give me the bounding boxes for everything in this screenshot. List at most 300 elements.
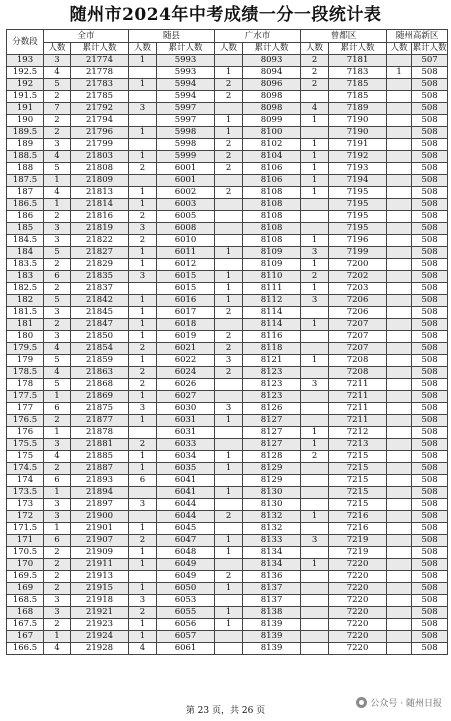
hightech-cumulative-cell: 508: [412, 271, 448, 283]
zengdu-count-cell: [301, 547, 329, 559]
suixian-cumulative-cell: 6022: [157, 355, 215, 367]
zengdu-count-cell: 1: [301, 115, 329, 127]
group-header-zengdu: 曾都区: [301, 30, 387, 43]
hightech-cumulative-cell: 508: [412, 163, 448, 175]
suixian-count-cell: 1: [129, 451, 157, 463]
hightech-count-cell: [387, 523, 412, 535]
suixian-cumulative-cell: 6016: [157, 295, 215, 307]
document-title: 随州市2024年中考成绩一分一段统计表: [69, 5, 382, 25]
guangshui-cumulative-cell: 8096: [243, 79, 301, 91]
city-count-cell: 5: [44, 163, 71, 175]
zengdu-count-cell: [301, 607, 329, 619]
score-cell: 183: [7, 271, 44, 283]
guangshui-cumulative-cell: 8127: [243, 427, 301, 439]
zengdu-count-cell: [301, 331, 329, 343]
zengdu-count-cell: 3: [301, 295, 329, 307]
city-count-cell: 3: [44, 235, 71, 247]
suixian-count-cell: 1: [129, 307, 157, 319]
guangshui-count-cell: 1: [215, 271, 243, 283]
city-count-cell: 7: [44, 103, 71, 115]
suixian-cumulative-cell: 6035: [157, 463, 215, 475]
zengdu-cumulative-cell: 7196: [329, 235, 387, 247]
guangshui-count-cell: 1: [215, 463, 243, 475]
hightech-cumulative-cell: 508: [412, 619, 448, 631]
city-cumulative-cell: 21881: [71, 439, 129, 451]
guangshui-cumulative-cell: 8126: [243, 403, 301, 415]
zengdu-cumulative-cell: 7220: [329, 607, 387, 619]
suixian-cumulative-cell: 6050: [157, 583, 215, 595]
city-count-cell: 3: [44, 307, 71, 319]
suixian-count-cell: [129, 571, 157, 583]
table-row: [7, 139, 448, 151]
zengdu-cumulative-cell: 7189: [329, 103, 387, 115]
zengdu-count-cell: [301, 343, 329, 355]
hightech-cumulative-cell: 508: [412, 583, 448, 595]
suixian-cumulative-cell: 6002: [157, 187, 215, 199]
zengdu-count-cell: 1: [301, 139, 329, 151]
table-row: [7, 643, 448, 655]
score-cell: 176: [7, 427, 44, 439]
table-row: [7, 175, 448, 187]
zengdu-count-cell: [301, 571, 329, 583]
hightech-count-cell: [387, 439, 412, 451]
score-column-header: 分数段: [7, 30, 44, 55]
hightech-cumulative-cell: 508: [412, 415, 448, 427]
hightech-count-cell: [387, 391, 412, 403]
suixian-count-cell: 1: [129, 355, 157, 367]
hightech-cumulative-cell: 508: [412, 211, 448, 223]
zengdu-cumulative-cell: 7195: [329, 187, 387, 199]
hightech-cumulative-cell: 508: [412, 127, 448, 139]
score-cell: 183.5: [7, 259, 44, 271]
city-cumulative-cell: 21921: [71, 607, 129, 619]
suixian-count-cell: 1: [129, 619, 157, 631]
city-cumulative-cell: 21796: [71, 127, 129, 139]
suixian-count-cell: 2: [129, 163, 157, 175]
table-row: [7, 607, 448, 619]
guangshui-count-cell: 1: [215, 451, 243, 463]
guangshui-count-cell: [215, 223, 243, 235]
score-cell: 168.5: [7, 595, 44, 607]
score-cell: 182.5: [7, 283, 44, 295]
score-cell: 173: [7, 499, 44, 511]
suixian-count-cell: 1: [129, 463, 157, 475]
city-count-cell: 2: [44, 571, 71, 583]
city-cumulative-cell: 21923: [71, 619, 129, 631]
suixian-cumulative-cell: 5994: [157, 79, 215, 91]
zengdu-cumulative-cell: 7191: [329, 139, 387, 151]
hightech-count-cell: [387, 235, 412, 247]
zengdu-cumulative-cell: 7215: [329, 475, 387, 487]
suixian-cumulative-cell: 6031: [157, 415, 215, 427]
zengdu-count-cell: 3: [301, 535, 329, 547]
table-row: [7, 619, 448, 631]
guangshui-cumulative-cell: 8116: [243, 331, 301, 343]
zengdu-cumulative-cell: 7195: [329, 199, 387, 211]
hightech-count-cell: [387, 295, 412, 307]
suixian-count-cell: 3: [129, 103, 157, 115]
hightech-cumulative-cell: 508: [412, 427, 448, 439]
hightech-cumulative-cell: 508: [412, 67, 448, 79]
city-count-cell: 2: [44, 127, 71, 139]
table-row: [7, 367, 448, 379]
suixian-count-cell: [129, 67, 157, 79]
table-row: [7, 499, 448, 511]
city-count-cell: 1: [44, 631, 71, 643]
guangshui-cumulative-cell: 8109: [243, 247, 301, 259]
hightech-cumulative-cell: 508: [412, 139, 448, 151]
guangshui-count-cell: 2: [215, 571, 243, 583]
city-count-cell: 2: [44, 91, 71, 103]
guangshui-count-cell: [215, 199, 243, 211]
table-row: [7, 223, 448, 235]
city-count-cell: 2: [44, 583, 71, 595]
score-cell: 190: [7, 115, 44, 127]
guangshui-cumulative-cell: 8132: [243, 511, 301, 523]
score-cell: 175: [7, 451, 44, 463]
city-cumulative-cell: 21875: [71, 403, 129, 415]
city-count-cell: 3: [44, 331, 71, 343]
zengdu-cumulative-cell: 7203: [329, 283, 387, 295]
guangshui-cumulative-cell: 8104: [243, 151, 301, 163]
zengdu-count-cell: 2: [301, 79, 329, 91]
city-count-cell: 3: [44, 55, 71, 67]
city-cumulative-cell: 21907: [71, 535, 129, 547]
city-cumulative-cell: 21774: [71, 55, 129, 67]
suixian-cumulative-cell: 6005: [157, 211, 215, 223]
score-cell: 185: [7, 223, 44, 235]
zengdu-cumulative-cell: 7195: [329, 211, 387, 223]
city-count-cell: 4: [44, 367, 71, 379]
table-row: [7, 331, 448, 343]
zengdu-count-cell: 1: [301, 559, 329, 571]
table-row: [7, 247, 448, 259]
zengdu-cumulative-cell: 7216: [329, 523, 387, 535]
suixian-cumulative-cell: 6044: [157, 499, 215, 511]
zengdu-count-cell: 1: [301, 427, 329, 439]
hightech-count-cell: [387, 115, 412, 127]
score-cell: 173.5: [7, 487, 44, 499]
score-cell: 171.5: [7, 523, 44, 535]
score-cell: 169: [7, 583, 44, 595]
hightech-cumulative-cell: 508: [412, 475, 448, 487]
city-cumulative-cell: 21794: [71, 115, 129, 127]
city-cumulative-cell: 21928: [71, 643, 129, 655]
score-cell: 178: [7, 379, 44, 391]
zengdu-count-cell: [301, 619, 329, 631]
city-cumulative-cell: 21869: [71, 391, 129, 403]
city-count-cell: 1: [44, 427, 71, 439]
zengdu-count-cell: [301, 583, 329, 595]
zengdu-count-cell: 1: [301, 187, 329, 199]
city-count-cell: 2: [44, 211, 71, 223]
hightech-cumulative-cell: 508: [412, 379, 448, 391]
table-row: [7, 187, 448, 199]
city-count-cell: 2: [44, 283, 71, 295]
suixian-count-cell: 2: [129, 607, 157, 619]
zengdu-count-cell: 1: [301, 511, 329, 523]
group-header-suixian: 随县: [129, 30, 215, 43]
suixian-count-cell: [129, 175, 157, 187]
hightech-count-cell: [387, 223, 412, 235]
suixian-cumulative-cell: 5998: [157, 139, 215, 151]
hightech-cumulative-cell: 508: [412, 547, 448, 559]
zengdu-count-cell: 1: [301, 355, 329, 367]
suixian-count-cell: [129, 427, 157, 439]
suixian-cumulative-cell: 6019: [157, 331, 215, 343]
city-cumulative-cell: 21854: [71, 343, 129, 355]
suixian-count-cell: 2: [129, 535, 157, 547]
city-cumulative-cell: 21877: [71, 415, 129, 427]
city-count-cell: 1: [44, 199, 71, 211]
subheader-count: 人数: [44, 43, 71, 55]
score-cell: 181: [7, 319, 44, 331]
table-row: [7, 259, 448, 271]
guangshui-count-cell: 2: [215, 187, 243, 199]
zengdu-count-cell: [301, 367, 329, 379]
zengdu-cumulative-cell: 7220: [329, 631, 387, 643]
suixian-count-cell: 1: [129, 55, 157, 67]
hightech-count-cell: [387, 511, 412, 523]
subheader-cumulative: 累计人数: [71, 43, 129, 55]
city-count-cell: 2: [44, 463, 71, 475]
header-row-groups: [7, 30, 448, 43]
score-cell: 188: [7, 163, 44, 175]
guangshui-count-cell: [215, 523, 243, 535]
hightech-count-cell: [387, 427, 412, 439]
zengdu-count-cell: 1: [301, 151, 329, 163]
city-cumulative-cell: 21803: [71, 151, 129, 163]
zengdu-count-cell: [301, 127, 329, 139]
suixian-count-cell: 2: [129, 439, 157, 451]
zengdu-count-cell: [301, 487, 329, 499]
zengdu-count-cell: 1: [301, 283, 329, 295]
guangshui-count-cell: 2: [215, 343, 243, 355]
guangshui-cumulative-cell: 8139: [243, 619, 301, 631]
zengdu-cumulative-cell: 7220: [329, 583, 387, 595]
zengdu-count-cell: [301, 463, 329, 475]
zengdu-cumulative-cell: 7220: [329, 619, 387, 631]
hightech-count-cell: [387, 607, 412, 619]
suixian-cumulative-cell: 6061: [157, 643, 215, 655]
score-cell: 186: [7, 211, 44, 223]
suixian-cumulative-cell: 6044: [157, 511, 215, 523]
zengdu-cumulative-cell: 7219: [329, 547, 387, 559]
city-count-cell: 2: [44, 415, 71, 427]
city-cumulative-cell: 21792: [71, 103, 129, 115]
score-cell: 176.5: [7, 415, 44, 427]
table-row: [7, 511, 448, 523]
hightech-cumulative-cell: 508: [412, 463, 448, 475]
suixian-cumulative-cell: 6048: [157, 547, 215, 559]
guangshui-cumulative-cell: 8130: [243, 499, 301, 511]
hightech-count-cell: [387, 127, 412, 139]
hightech-count-cell: [387, 259, 412, 271]
hightech-count-cell: [387, 151, 412, 163]
watermark-text: 公众号 · 随州日报: [370, 699, 442, 709]
hightech-cumulative-cell: 508: [412, 199, 448, 211]
city-count-cell: 4: [44, 187, 71, 199]
zengdu-cumulative-cell: 7211: [329, 415, 387, 427]
table-row: [7, 211, 448, 223]
guangshui-cumulative-cell: 8128: [243, 451, 301, 463]
guangshui-cumulative-cell: 8121: [243, 355, 301, 367]
zengdu-count-cell: 2: [301, 67, 329, 79]
city-cumulative-cell: 21814: [71, 199, 129, 211]
suixian-count-cell: 1: [129, 547, 157, 559]
guangshui-count-cell: 1: [215, 547, 243, 559]
suixian-cumulative-cell: 6001: [157, 163, 215, 175]
zengdu-count-cell: [301, 475, 329, 487]
table-row: [7, 235, 448, 247]
guangshui-cumulative-cell: 8137: [243, 595, 301, 607]
suixian-cumulative-cell: 5997: [157, 103, 215, 115]
city-cumulative-cell: 21827: [71, 247, 129, 259]
zengdu-cumulative-cell: 7190: [329, 127, 387, 139]
zengdu-count-cell: 1: [301, 175, 329, 187]
hightech-cumulative-cell: 508: [412, 103, 448, 115]
suixian-cumulative-cell: 6041: [157, 487, 215, 499]
suixian-count-cell: 2: [129, 367, 157, 379]
score-cell: 187.5: [7, 175, 44, 187]
guangshui-count-cell: [215, 319, 243, 331]
table-row: [7, 595, 448, 607]
guangshui-count-cell: 1: [215, 487, 243, 499]
table-row: [7, 151, 448, 163]
hightech-count-cell: [387, 139, 412, 151]
guangshui-count-cell: 1: [215, 115, 243, 127]
table-row: [7, 547, 448, 559]
score-cell: 174: [7, 475, 44, 487]
suixian-cumulative-cell: 6011: [157, 247, 215, 259]
table-row: [7, 379, 448, 391]
table-header: [7, 30, 448, 55]
score-cell: 171: [7, 535, 44, 547]
suixian-count-cell: 2: [129, 379, 157, 391]
hightech-count-cell: [387, 319, 412, 331]
zengdu-cumulative-cell: 7192: [329, 151, 387, 163]
hightech-cumulative-cell: 508: [412, 631, 448, 643]
suixian-cumulative-cell: 6053: [157, 595, 215, 607]
zengdu-cumulative-cell: 7211: [329, 403, 387, 415]
hightech-count-cell: [387, 535, 412, 547]
guangshui-cumulative-cell: 8094: [243, 67, 301, 79]
guangshui-count-cell: [215, 427, 243, 439]
hightech-count-cell: [387, 103, 412, 115]
guangshui-count-cell: 2: [215, 91, 243, 103]
subheader-cumulative: 累计人数: [243, 43, 301, 55]
hightech-count-cell: [387, 463, 412, 475]
subheader-count: 人数: [301, 43, 329, 55]
hightech-cumulative-cell: 508: [412, 343, 448, 355]
score-cell: 177: [7, 403, 44, 415]
table-row: [7, 559, 448, 571]
suixian-count-cell: [129, 487, 157, 499]
guangshui-cumulative-cell: 8134: [243, 547, 301, 559]
suixian-count-cell: 4: [129, 643, 157, 655]
score-cell: 166.5: [7, 643, 44, 655]
group-header-city: 全市: [44, 30, 129, 43]
suixian-count-cell: [129, 283, 157, 295]
city-cumulative-cell: 21900: [71, 511, 129, 523]
guangshui-cumulative-cell: 8108: [243, 235, 301, 247]
hightech-cumulative-cell: 508: [412, 331, 448, 343]
zengdu-count-cell: [301, 643, 329, 655]
guangshui-count-cell: 3: [215, 403, 243, 415]
zengdu-cumulative-cell: 7190: [329, 115, 387, 127]
city-cumulative-cell: 21918: [71, 595, 129, 607]
hightech-count-cell: [387, 175, 412, 187]
guangshui-cumulative-cell: 8127: [243, 439, 301, 451]
guangshui-count-cell: [215, 475, 243, 487]
page-number-footer: 第 23 页，共 26 页: [185, 706, 266, 716]
city-cumulative-cell: 21813: [71, 187, 129, 199]
zengdu-cumulative-cell: 7183: [329, 67, 387, 79]
city-count-cell: 4: [44, 643, 71, 655]
hightech-count-cell: [387, 631, 412, 643]
hightech-count-cell: [387, 355, 412, 367]
guangshui-cumulative-cell: 8123: [243, 391, 301, 403]
city-cumulative-cell: 21847: [71, 319, 129, 331]
guangshui-cumulative-cell: 8133: [243, 535, 301, 547]
zengdu-count-cell: [301, 307, 329, 319]
hightech-cumulative-cell: 508: [412, 451, 448, 463]
guangshui-count-cell: 1: [215, 67, 243, 79]
hightech-cumulative-cell: 508: [412, 235, 448, 247]
suixian-count-cell: [129, 91, 157, 103]
score-cell: 192.5: [7, 67, 44, 79]
guangshui-count-cell: 1: [215, 607, 243, 619]
city-cumulative-cell: 21819: [71, 223, 129, 235]
guangshui-cumulative-cell: 8098: [243, 103, 301, 115]
hightech-cumulative-cell: 508: [412, 607, 448, 619]
hightech-cumulative-cell: 508: [412, 559, 448, 571]
subheader-count: 人数: [215, 43, 243, 55]
hightech-count-cell: [387, 595, 412, 607]
score-cell: 169.5: [7, 571, 44, 583]
city-count-cell: 3: [44, 511, 71, 523]
score-cell: 193: [7, 55, 44, 67]
score-cell: 189: [7, 139, 44, 151]
score-cell: 188.5: [7, 151, 44, 163]
suixian-cumulative-cell: 6057: [157, 631, 215, 643]
suixian-cumulative-cell: 6047: [157, 535, 215, 547]
zengdu-count-cell: [301, 403, 329, 415]
hightech-cumulative-cell: 508: [412, 367, 448, 379]
score-cell: 170.5: [7, 547, 44, 559]
suixian-count-cell: 3: [129, 223, 157, 235]
zengdu-count-cell: [301, 595, 329, 607]
city-count-cell: 3: [44, 595, 71, 607]
zengdu-count-cell: 2: [301, 451, 329, 463]
zengdu-cumulative-cell: 7207: [329, 331, 387, 343]
city-cumulative-cell: 21845: [71, 307, 129, 319]
guangshui-cumulative-cell: 8139: [243, 631, 301, 643]
table-row: [7, 295, 448, 307]
suixian-cumulative-cell: 6015: [157, 283, 215, 295]
zengdu-count-cell: 1: [301, 235, 329, 247]
suixian-cumulative-cell: 6001: [157, 175, 215, 187]
zengdu-count-cell: 1: [301, 439, 329, 451]
guangshui-cumulative-cell: 8110: [243, 271, 301, 283]
table-row: [7, 355, 448, 367]
guangshui-count-cell: 2: [215, 163, 243, 175]
hightech-count-cell: [387, 379, 412, 391]
hightech-count-cell: [387, 583, 412, 595]
table-row: [7, 415, 448, 427]
guangshui-count-cell: 1: [215, 247, 243, 259]
zengdu-cumulative-cell: 7206: [329, 307, 387, 319]
